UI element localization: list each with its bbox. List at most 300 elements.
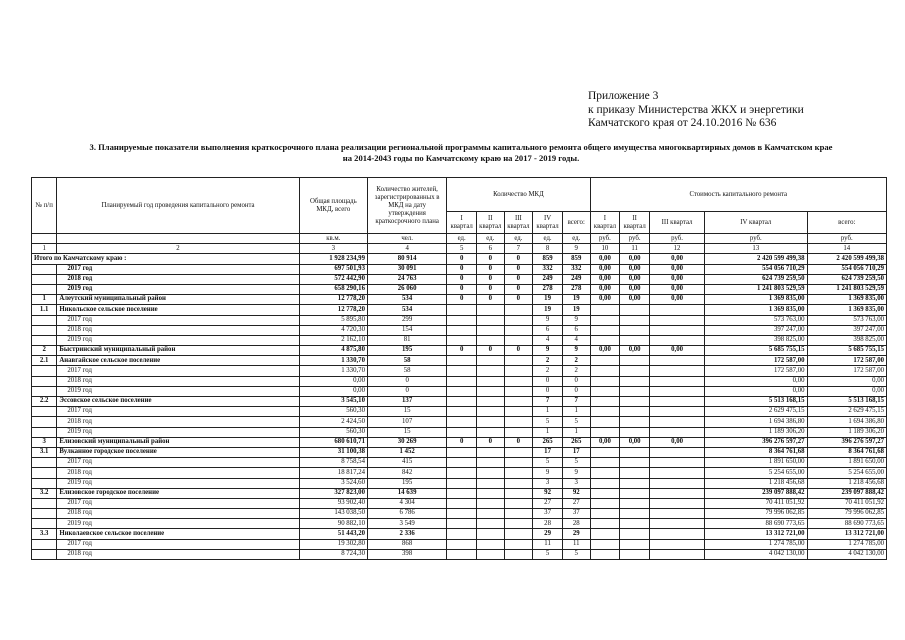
row-c1-cell: [590, 427, 620, 437]
row-c1-cell: [590, 407, 620, 417]
row-c1-cell: 0,00: [590, 346, 620, 356]
appendix-order: к приказу Министерства ЖКХ и энергетики: [588, 103, 804, 116]
unit-cell: ед.: [533, 234, 563, 244]
row-c3-cell: [650, 549, 705, 559]
row-q4-cell: 249: [533, 274, 563, 284]
row-q4-cell: 3: [533, 478, 563, 488]
row-tot-cell: 2: [562, 366, 590, 376]
row-q3-cell: [504, 539, 533, 549]
table-row: [32, 386, 887, 396]
row-tot-cell: 249: [562, 274, 590, 284]
table-row: [32, 498, 887, 508]
row-ct-cell: 172 587,00: [807, 366, 886, 376]
col-area-header: Общая площадь МКД, всего: [299, 178, 367, 234]
row-number-cell: 2.1: [32, 356, 57, 366]
row-res-cell: 0: [367, 376, 446, 386]
row-name-cell: Быстринский муниципальный район: [57, 346, 299, 356]
row-c2-cell: [620, 478, 650, 488]
row-ct-cell: 0,00: [807, 376, 886, 386]
row-q3-cell: [504, 315, 533, 325]
row-q1-cell: [447, 376, 477, 386]
row-q1-cell: [447, 386, 477, 396]
row-c2-cell: [620, 427, 650, 437]
row-q4-cell: 278: [533, 284, 563, 294]
row-c3-cell: [650, 488, 705, 498]
col-number-cell: 14: [807, 244, 886, 254]
col-q3-header: III квартал: [504, 212, 533, 234]
row-q2-cell: [477, 529, 505, 539]
row-q1-cell: [447, 478, 477, 488]
row-name-cell: Анавгайское сельское поселение: [57, 356, 299, 366]
row-name-cell: 2019 год: [57, 386, 299, 396]
row-c1-cell: [590, 315, 620, 325]
row-number-cell: [32, 468, 57, 478]
row-q4-cell: 2: [533, 366, 563, 376]
row-q3-cell: 0: [504, 254, 533, 264]
row-area-cell: 572 442,90: [299, 274, 367, 284]
row-q2-cell: [477, 427, 505, 437]
row-tot-cell: 9: [562, 468, 590, 478]
row-c3-cell: [650, 539, 705, 549]
row-ct-cell: 5 685 755,15: [807, 346, 886, 356]
row-c4-cell: 70 411 051,92: [705, 498, 807, 508]
unit-cell: руб.: [620, 234, 650, 244]
table-row: [32, 488, 887, 498]
row-number-cell: 2.2: [32, 397, 57, 407]
document-title-line-1: 3. Планируемые показатели выполнения краткосрочного плана реализации региональной программы капитального ремонта общего имущества многоквартирных домов в Камчатском крае: [89, 142, 833, 152]
row-c4-cell: 4 042 130,00: [705, 549, 807, 559]
col-number-cell: 4: [367, 244, 446, 254]
row-q1-cell: [447, 366, 477, 376]
row-q1-cell: 0: [447, 254, 477, 264]
row-tot-cell: 92: [562, 488, 590, 498]
row-q3-cell: [504, 447, 533, 457]
table-row: [32, 529, 887, 539]
row-ct-cell: 70 411 051,92: [807, 498, 886, 508]
row-area-cell: 0,00: [299, 386, 367, 396]
row-c2-cell: [620, 407, 650, 417]
col-number-cell: 7: [504, 244, 533, 254]
row-ct-cell: 396 276 597,27: [807, 437, 886, 447]
row-c3-cell: [650, 407, 705, 417]
row-area-cell: 19 302,80: [299, 539, 367, 549]
row-number-cell: [32, 335, 57, 345]
row-name-cell: Елизовское городское поселение: [57, 488, 299, 498]
row-q1-cell: [447, 509, 477, 519]
table-row: [32, 376, 887, 386]
row-c3-cell: [650, 529, 705, 539]
row-ct-cell: 0,00: [807, 386, 886, 396]
row-tot-cell: 278: [562, 284, 590, 294]
row-q1-cell: [447, 458, 477, 468]
table-row: [32, 509, 887, 519]
row-tot-cell: 5: [562, 417, 590, 427]
row-q4-cell: 19: [533, 305, 563, 315]
row-number-cell: [32, 274, 57, 284]
row-c3-cell: 0,00: [650, 295, 705, 305]
row-c2-cell: [620, 519, 650, 529]
row-q2-cell: [477, 519, 505, 529]
row-q1-cell: [447, 498, 477, 508]
row-res-cell: 58: [367, 366, 446, 376]
row-res-cell: 107: [367, 417, 446, 427]
table-row: [32, 254, 887, 264]
row-q2-cell: 0: [477, 295, 505, 305]
row-c4-cell: 624 739 259,50: [705, 274, 807, 284]
row-c4-cell: 1 369 835,00: [705, 295, 807, 305]
column-numbers-row: [32, 244, 887, 254]
row-res-cell: 842: [367, 468, 446, 478]
row-c1-cell: [590, 325, 620, 335]
row-c4-cell: 554 056 710,29: [705, 264, 807, 274]
row-c2-cell: [620, 539, 650, 549]
row-number-cell: 3.1: [32, 447, 57, 457]
row-c1-cell: 0,00: [590, 264, 620, 274]
table-row: [32, 458, 887, 468]
row-c3-cell: [650, 498, 705, 508]
row-tot-cell: 5: [562, 549, 590, 559]
row-ct-cell: 1 369 835,00: [807, 295, 886, 305]
row-q1-cell: [447, 407, 477, 417]
table-row: [32, 346, 887, 356]
row-number-cell: [32, 519, 57, 529]
row-res-cell: 195: [367, 346, 446, 356]
row-q1-cell: 0: [447, 346, 477, 356]
row-area-cell: 3 545,10: [299, 397, 367, 407]
row-q2-cell: [477, 447, 505, 457]
col-number-cell: 2: [57, 244, 299, 254]
row-area-cell: 1 330,70: [299, 356, 367, 366]
row-q3-cell: [504, 366, 533, 376]
row-ct-cell: 5 254 655,00: [807, 468, 886, 478]
row-tot-cell: 19: [562, 295, 590, 305]
col-number-cell: 13: [705, 244, 807, 254]
row-tot-cell: 265: [562, 437, 590, 447]
row-c1-cell: [590, 386, 620, 396]
row-c3-cell: [650, 325, 705, 335]
row-q2-cell: [477, 376, 505, 386]
col-mkd-count-header: Количество МКД: [447, 178, 590, 212]
row-c1-cell: [590, 366, 620, 376]
unit-cell: руб.: [650, 234, 705, 244]
row-q3-cell: [504, 498, 533, 508]
row-number-cell: 3.3: [32, 529, 57, 539]
row-c4-cell: 88 690 773,65: [705, 519, 807, 529]
row-ct-cell: 397 247,00: [807, 325, 886, 335]
row-c2-cell: [620, 498, 650, 508]
row-area-cell: 18 817,24: [299, 468, 367, 478]
table-row: [32, 447, 887, 457]
row-c2-cell: [620, 386, 650, 396]
row-number-cell: [32, 386, 57, 396]
row-q1-cell: [447, 325, 477, 335]
row-tot-cell: 5: [562, 458, 590, 468]
row-res-cell: 195: [367, 478, 446, 488]
row-q3-cell: [504, 478, 533, 488]
row-c4-cell: 396 276 597,27: [705, 437, 807, 447]
row-c1-cell: [590, 468, 620, 478]
row-q2-cell: [477, 397, 505, 407]
row-area-cell: 51 443,20: [299, 529, 367, 539]
row-area-cell: 3 524,60: [299, 478, 367, 488]
row-c2-cell: [620, 549, 650, 559]
col-q2-header: II квартал: [477, 212, 505, 234]
row-q2-cell: [477, 488, 505, 498]
table-row: [32, 437, 887, 447]
row-q4-cell: 11: [533, 539, 563, 549]
row-c3-cell: [650, 509, 705, 519]
row-q1-cell: [447, 427, 477, 437]
col-number-cell: 9: [562, 244, 590, 254]
table-row: [32, 519, 887, 529]
table-row: [32, 407, 887, 417]
row-name-cell: 2017 год: [57, 539, 299, 549]
row-c1-cell: [590, 356, 620, 366]
row-q2-cell: 0: [477, 274, 505, 284]
col-number-cell: 1: [32, 244, 57, 254]
row-ct-cell: 398 825,00: [807, 335, 886, 345]
row-q3-cell: [504, 468, 533, 478]
row-q4-cell: 9: [533, 315, 563, 325]
row-q3-cell: 0: [504, 284, 533, 294]
row-q4-cell: 0: [533, 386, 563, 396]
table-row: [32, 325, 887, 335]
row-res-cell: 30 091: [367, 264, 446, 274]
row-c4-cell: 0,00: [705, 386, 807, 396]
row-q3-cell: [504, 335, 533, 345]
row-c4-cell: 398 825,00: [705, 335, 807, 345]
row-res-cell: 3 549: [367, 519, 446, 529]
row-ct-cell: 1 891 650,00: [807, 458, 886, 468]
row-number-cell: [32, 458, 57, 468]
appendix-number: Приложение 3: [588, 90, 659, 102]
row-c2-cell: [620, 335, 650, 345]
row-q4-cell: 7: [533, 397, 563, 407]
col-number-cell: 10: [590, 244, 620, 254]
row-c2-cell: 0,00: [620, 284, 650, 294]
appendix-date: Камчатского края от 24.10.2016 № 636: [588, 117, 777, 129]
row-name-cell: Никольское сельское поселение: [57, 305, 299, 315]
row-c1-cell: [590, 305, 620, 315]
table-row: [32, 305, 887, 315]
row-res-cell: 15: [367, 427, 446, 437]
row-q4-cell: 9: [533, 346, 563, 356]
row-number-cell: [32, 284, 57, 294]
row-number-cell: [32, 366, 57, 376]
row-c3-cell: 0,00: [650, 254, 705, 264]
col-cost-q4-header: IV квартал: [705, 212, 807, 234]
document-title: [40, 142, 882, 164]
row-name-cell: 2017 год: [57, 366, 299, 376]
row-c2-cell: 0,00: [620, 264, 650, 274]
row-q4-cell: 4: [533, 335, 563, 345]
row-area-cell: 560,30: [299, 427, 367, 437]
row-q4-cell: 9: [533, 468, 563, 478]
appendix-header: [588, 90, 804, 131]
row-ct-cell: 13 312 721,00: [807, 529, 886, 539]
row-name-cell: 2019 год: [57, 427, 299, 437]
table-row: [32, 335, 887, 345]
row-c4-cell: 172 587,00: [705, 356, 807, 366]
row-res-cell: 4 304: [367, 498, 446, 508]
row-c3-cell: [650, 468, 705, 478]
col-total-header: всего:: [562, 212, 590, 234]
row-q1-cell: [447, 447, 477, 457]
unit-cell: ед.: [562, 234, 590, 244]
table-row: [32, 539, 887, 549]
row-c3-cell: 0,00: [650, 274, 705, 284]
row-c4-cell: 239 097 888,42: [705, 488, 807, 498]
row-ct-cell: 1 241 803 529,59: [807, 284, 886, 294]
row-q4-cell: 2: [533, 356, 563, 366]
row-ct-cell: 1 189 306,20: [807, 427, 886, 437]
table-row: [32, 284, 887, 294]
table-row: [32, 427, 887, 437]
row-ct-cell: 573 763,00: [807, 315, 886, 325]
row-c4-cell: 0,00: [705, 376, 807, 386]
row-tot-cell: 9: [562, 346, 590, 356]
row-ct-cell: 2 629 475,15: [807, 407, 886, 417]
row-c1-cell: [590, 549, 620, 559]
row-q3-cell: 0: [504, 264, 533, 274]
row-c1-cell: [590, 498, 620, 508]
row-c4-cell: 1 369 835,00: [705, 305, 807, 315]
row-q2-cell: [477, 549, 505, 559]
row-c1-cell: [590, 458, 620, 468]
row-q4-cell: 5: [533, 417, 563, 427]
col-cost-q1-header: I квартал: [590, 212, 620, 234]
row-number-cell: 3: [32, 437, 57, 447]
row-tot-cell: 19: [562, 305, 590, 315]
row-c2-cell: 0,00: [620, 254, 650, 264]
col-number-cell: 12: [650, 244, 705, 254]
row-area-cell: 90 882,10: [299, 519, 367, 529]
row-tot-cell: 29: [562, 529, 590, 539]
row-tot-cell: 6: [562, 325, 590, 335]
row-res-cell: 26 060: [367, 284, 446, 294]
table-row: [32, 549, 887, 559]
row-res-cell: 154: [367, 325, 446, 335]
row-ct-cell: 554 056 710,29: [807, 264, 886, 274]
row-res-cell: 137: [367, 397, 446, 407]
row-area-cell: 12 778,20: [299, 295, 367, 305]
unit-cell: руб.: [590, 234, 620, 244]
row-ct-cell: 1 369 835,00: [807, 305, 886, 315]
row-c3-cell: [650, 305, 705, 315]
row-c2-cell: 0,00: [620, 295, 650, 305]
row-c2-cell: [620, 366, 650, 376]
row-tot-cell: 1: [562, 427, 590, 437]
row-q4-cell: 92: [533, 488, 563, 498]
row-q3-cell: 0: [504, 346, 533, 356]
table-row: [32, 264, 887, 274]
row-c4-cell: 79 996 062,85: [705, 509, 807, 519]
row-q4-cell: 332: [533, 264, 563, 274]
row-c1-cell: [590, 376, 620, 386]
row-c1-cell: [590, 488, 620, 498]
row-q3-cell: [504, 397, 533, 407]
row-res-cell: 1 452: [367, 447, 446, 457]
row-c3-cell: [650, 427, 705, 437]
col-num-header: № п/п: [32, 178, 57, 234]
table-row: [32, 397, 887, 407]
col-q1-header: I квартал: [447, 212, 477, 234]
row-c3-cell: 0,00: [650, 346, 705, 356]
row-ct-cell: 1 218 456,68: [807, 478, 886, 488]
row-res-cell: 58: [367, 356, 446, 366]
row-area-cell: 1 330,70: [299, 366, 367, 376]
row-res-cell: 534: [367, 305, 446, 315]
row-area-cell: 680 610,71: [299, 437, 367, 447]
row-area-cell: 12 778,20: [299, 305, 367, 315]
row-c2-cell: [620, 376, 650, 386]
row-c2-cell: [620, 488, 650, 498]
col-cost-header: Стоимость капитального ремонта: [590, 178, 886, 212]
row-q1-cell: [447, 305, 477, 315]
col-number-cell: 5: [447, 244, 477, 254]
row-name-cell: 2018 год: [57, 509, 299, 519]
row-res-cell: 398: [367, 549, 446, 559]
row-c3-cell: [650, 376, 705, 386]
row-q4-cell: 859: [533, 254, 563, 264]
row-area-cell: 2 424,50: [299, 417, 367, 427]
col-cost-q2-header: II квартал: [620, 212, 650, 234]
row-q3-cell: [504, 427, 533, 437]
row-ct-cell: 1 694 386,80: [807, 417, 886, 427]
row-name-cell: Итого по Камчатскому краю :: [32, 254, 300, 264]
row-area-cell: 143 038,50: [299, 509, 367, 519]
row-res-cell: 24 763: [367, 274, 446, 284]
row-name-cell: 2018 год: [57, 325, 299, 335]
row-ct-cell: 624 739 259,50: [807, 274, 886, 284]
row-ct-cell: 4 042 130,00: [807, 549, 886, 559]
row-c2-cell: [620, 417, 650, 427]
row-tot-cell: 4: [562, 335, 590, 345]
row-res-cell: 6 786: [367, 509, 446, 519]
row-c4-cell: 1 694 386,80: [705, 417, 807, 427]
row-q2-cell: [477, 386, 505, 396]
row-q2-cell: 0: [477, 254, 505, 264]
row-c4-cell: 172 587,00: [705, 366, 807, 376]
row-q3-cell: [504, 509, 533, 519]
units-row: [32, 234, 887, 244]
row-area-cell: 0,00: [299, 376, 367, 386]
row-c3-cell: 0,00: [650, 264, 705, 274]
row-number-cell: [32, 539, 57, 549]
row-c3-cell: [650, 315, 705, 325]
row-c1-cell: [590, 447, 620, 457]
row-q3-cell: 0: [504, 437, 533, 447]
row-q2-cell: [477, 539, 505, 549]
row-q3-cell: [504, 458, 533, 468]
row-tot-cell: 28: [562, 519, 590, 529]
row-area-cell: 8 724,30: [299, 549, 367, 559]
row-q4-cell: 37: [533, 509, 563, 519]
row-c2-cell: 0,00: [620, 346, 650, 356]
row-name-cell: 2018 год: [57, 274, 299, 284]
row-c1-cell: 0,00: [590, 284, 620, 294]
unit-cell: ед.: [447, 234, 477, 244]
row-q3-cell: [504, 305, 533, 315]
row-number-cell: 2: [32, 346, 57, 356]
row-c3-cell: 0,00: [650, 437, 705, 447]
row-c2-cell: [620, 529, 650, 539]
row-area-cell: 697 501,93: [299, 264, 367, 274]
row-c1-cell: 0,00: [590, 274, 620, 284]
col-number-cell: 11: [620, 244, 650, 254]
table-row: [32, 478, 887, 488]
row-q2-cell: [477, 468, 505, 478]
